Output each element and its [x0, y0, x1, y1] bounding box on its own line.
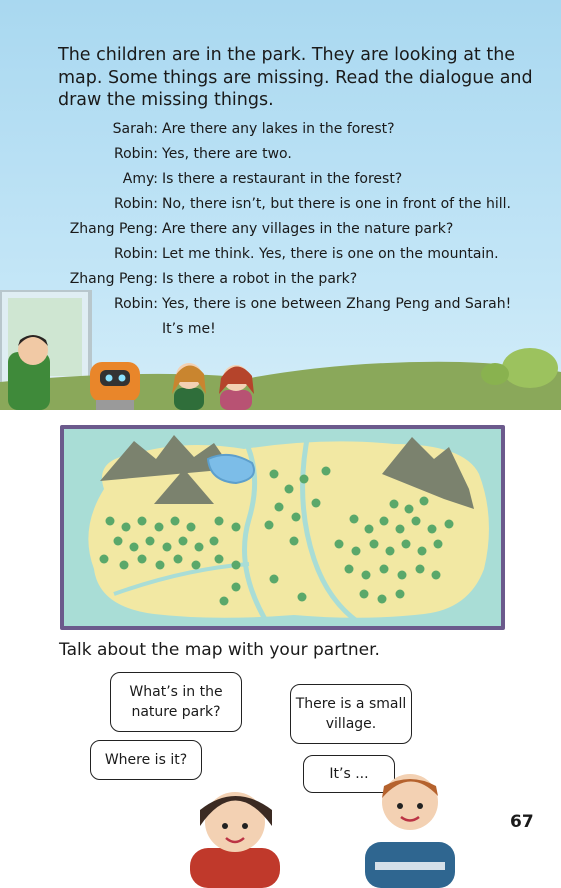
dialogue-line — [0, 267, 561, 291]
map-drawing — [64, 429, 501, 626]
dialogue-text: Is there a restaurant in the forest? — [162, 171, 403, 187]
dialogue-speaker: Amy: — [122, 171, 158, 187]
speech-bubble-whats-in: What’s in the nature park? — [110, 672, 242, 732]
dialogue-line — [0, 117, 561, 141]
dialogue-text: Are there any villages in the nature park? — [162, 221, 454, 237]
speech-bubble-where-is: Where is it? — [90, 740, 202, 780]
dialogue-speaker: Robin: — [113, 146, 158, 162]
robin-robot-figure — [90, 362, 140, 410]
dialogue-line — [0, 142, 561, 166]
page-number: 67 — [510, 812, 534, 832]
dialogue-text: Are there any lakes in the forest? — [162, 121, 395, 137]
dialogue-line — [0, 167, 561, 191]
nature-park-map — [60, 425, 505, 630]
speech-bubble-there-is: There is a small village. — [290, 684, 412, 744]
boy-figure — [365, 774, 455, 888]
dialogue-speaker: Robin: — [113, 246, 158, 262]
dialogue-line — [0, 192, 561, 216]
dialogue-text: No, there isn’t, but there is one in front of the hill. — [162, 196, 511, 212]
talk-prompt: Talk about the map with your partner. — [59, 640, 380, 660]
dialogue-speaker: Zhang Peng: — [69, 271, 158, 287]
children-talking-illustration — [180, 770, 490, 888]
dialogue-line — [0, 217, 561, 241]
dialogue-text: It’s me! — [162, 321, 216, 337]
tree-bush — [481, 363, 509, 385]
girl-figure — [190, 792, 280, 888]
dialogue-text: Yes, there are two. — [162, 146, 292, 162]
dialogue-text: Yes, there is one between Zhang Peng and Sarah! — [162, 296, 512, 312]
dialogue-speaker: Zhang Peng: — [69, 221, 158, 237]
dialogue-speaker: Robin: — [113, 196, 158, 212]
tree-bush — [502, 348, 558, 388]
dialogue-speaker: Sarah: — [112, 121, 158, 137]
speech-bubble-its: It’s ... — [303, 755, 395, 793]
park-scene-illustration — [0, 290, 561, 410]
dialogue-speaker: Robin: — [113, 296, 158, 312]
dialogue-text: Let me think. Yes, there is one on the mountain. — [162, 246, 499, 262]
instructions-text: The children are in the park. They are looking at the map. Some things are missing. Read the dialogue and draw the missing things. — [58, 45, 533, 110]
dialogue-text: Is there a robot in the park? — [162, 271, 358, 287]
dialogue-line — [0, 242, 561, 266]
